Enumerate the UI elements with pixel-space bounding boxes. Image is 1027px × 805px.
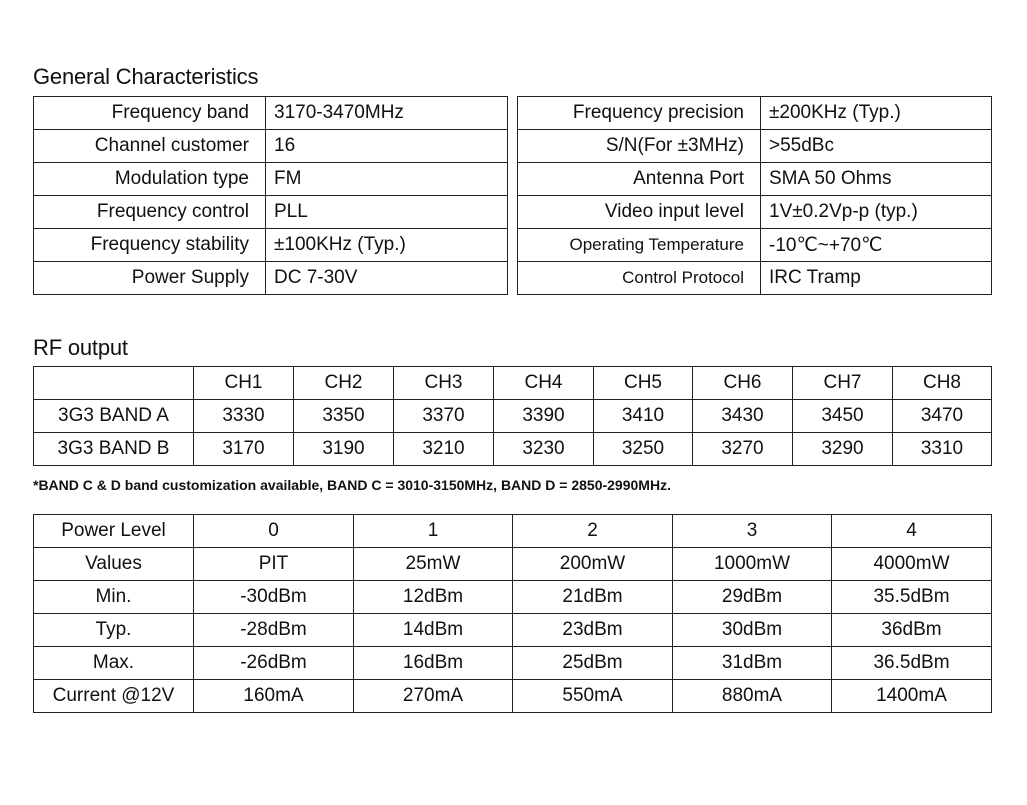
spec-value: 3170-3470MHz [266,97,508,130]
channel-header: CH8 [893,367,992,400]
rf-output-body [34,400,992,466]
channel-header: CH4 [494,367,594,400]
spec-label: Control Protocol [518,262,761,295]
power-value-cell: 25mW [354,548,513,581]
power-row [34,581,992,614]
spec-value: PLL [266,196,508,229]
band-label: 3G3 BAND A [34,400,194,433]
frequency-cell: 3250 [594,433,693,466]
frequency-cell: 3370 [394,400,494,433]
spec-value: ±200KHz (Typ.) [761,97,992,130]
spec-value: ±100KHz (Typ.) [266,229,508,262]
power-row-label: Typ. [34,614,194,647]
frequency-cell: 3190 [294,433,394,466]
spec-row-right [518,262,992,295]
power-level-header-cell: 1 [354,515,513,548]
spec-row-left [34,163,508,196]
power-row-label: Values [34,548,194,581]
power-row-label: Current @12V [34,680,194,713]
frequency-cell: 3290 [793,433,893,466]
power-level-header-cell: 0 [194,515,354,548]
channel-header: CH2 [294,367,394,400]
spec-row-left [34,229,508,262]
frequency-cell: 3210 [394,433,494,466]
spec-row-right [518,196,992,229]
power-header-row [34,515,992,548]
power-level-header-cell: 2 [513,515,673,548]
spec-value: 1V±0.2Vp-p (typ.) [761,196,992,229]
spec-row-right [518,163,992,196]
rf-output-table [33,366,992,466]
power-value-cell: -26dBm [194,647,354,680]
spec-label: Frequency stability [34,229,266,262]
power-value-cell: 35.5dBm [832,581,992,614]
power-value-cell: 29dBm [673,581,832,614]
channel-header: CH1 [194,367,294,400]
spec-row-left [34,97,508,130]
power-level-table [33,514,992,713]
power-value-cell: PIT [194,548,354,581]
power-value-cell: 4000mW [832,548,992,581]
frequency-cell: 3350 [294,400,394,433]
spec-value: DC 7-30V [266,262,508,295]
frequency-cell: 3410 [594,400,693,433]
spec-value: >55dBc [761,130,992,163]
frequency-cell: 3230 [494,433,594,466]
power-row [34,647,992,680]
spec-value: SMA 50 Ohms [761,163,992,196]
power-value-cell: 25dBm [513,647,673,680]
general-left-body [34,97,508,295]
power-value-cell: 16dBm [354,647,513,680]
band-label: 3G3 BAND B [34,433,194,466]
power-level-label: Power Level [34,515,194,548]
rf-header-row [34,367,992,400]
power-value-cell: 31dBm [673,647,832,680]
power-value-cell: 1000mW [673,548,832,581]
spec-label: Channel customer [34,130,266,163]
power-value-cell: 270mA [354,680,513,713]
frequency-cell: 3330 [194,400,294,433]
general-right-table [517,96,992,295]
channel-header: CH6 [693,367,793,400]
spec-label: Antenna Port [518,163,761,196]
spec-label: Modulation type [34,163,266,196]
power-level-body [34,548,992,713]
spec-label: Power Supply [34,262,266,295]
spec-row-left [34,130,508,163]
spec-row-right [518,229,992,262]
power-value-cell: 14dBm [354,614,513,647]
rf-corner-cell [34,367,194,400]
power-value-cell: 36.5dBm [832,647,992,680]
frequency-cell: 3170 [194,433,294,466]
power-value-cell: 21dBm [513,581,673,614]
power-row [34,548,992,581]
power-value-cell: 550mA [513,680,673,713]
spec-value: FM [266,163,508,196]
power-level-header [34,515,992,548]
power-row-label: Max. [34,647,194,680]
power-row [34,614,992,647]
power-value-cell: 12dBm [354,581,513,614]
spec-row-right [518,97,992,130]
power-value-cell: 1400mA [832,680,992,713]
rf-band-row [34,400,992,433]
spec-label: Frequency control [34,196,266,229]
power-value-cell: 200mW [513,548,673,581]
spec-label: Video input level [518,196,761,229]
spec-value: -10℃~+70℃ [761,229,992,262]
frequency-cell: 3270 [693,433,793,466]
power-level-header-cell: 4 [832,515,992,548]
spec-row-left [34,262,508,295]
band-note: *BAND C & D band customization available, BAND C = 3010-3150MHz, BAND D = 2850-2990MHz. [33,477,671,493]
rf-output-header [34,367,992,400]
spec-label: Frequency precision [518,97,761,130]
power-row [34,680,992,713]
frequency-cell: 3450 [793,400,893,433]
channel-header: CH5 [594,367,693,400]
spec-label: Operating Temperature [518,229,761,262]
power-value-cell: 30dBm [673,614,832,647]
rf-band-row [34,433,992,466]
spec-label: Frequency band [34,97,266,130]
channel-header: CH3 [394,367,494,400]
frequency-cell: 3470 [893,400,992,433]
general-right-body [518,97,992,295]
frequency-cell: 3310 [893,433,992,466]
power-value-cell: -28dBm [194,614,354,647]
power-value-cell: 880mA [673,680,832,713]
spec-label: S/N(For ±3MHz) [518,130,761,163]
frequency-cell: 3390 [494,400,594,433]
power-value-cell: 36dBm [832,614,992,647]
general-characteristics-title: General Characteristics [33,64,259,89]
power-value-cell: 160mA [194,680,354,713]
power-row-label: Min. [34,581,194,614]
power-level-header-cell: 3 [673,515,832,548]
channel-header: CH7 [793,367,893,400]
spec-row-left [34,196,508,229]
spec-row-right [518,130,992,163]
power-value-cell: 23dBm [513,614,673,647]
power-value-cell: -30dBm [194,581,354,614]
rf-output-title: RF output [33,335,128,360]
spec-value: 16 [266,130,508,163]
general-left-table [33,96,508,295]
spec-value: IRC Tramp [761,262,992,295]
frequency-cell: 3430 [693,400,793,433]
